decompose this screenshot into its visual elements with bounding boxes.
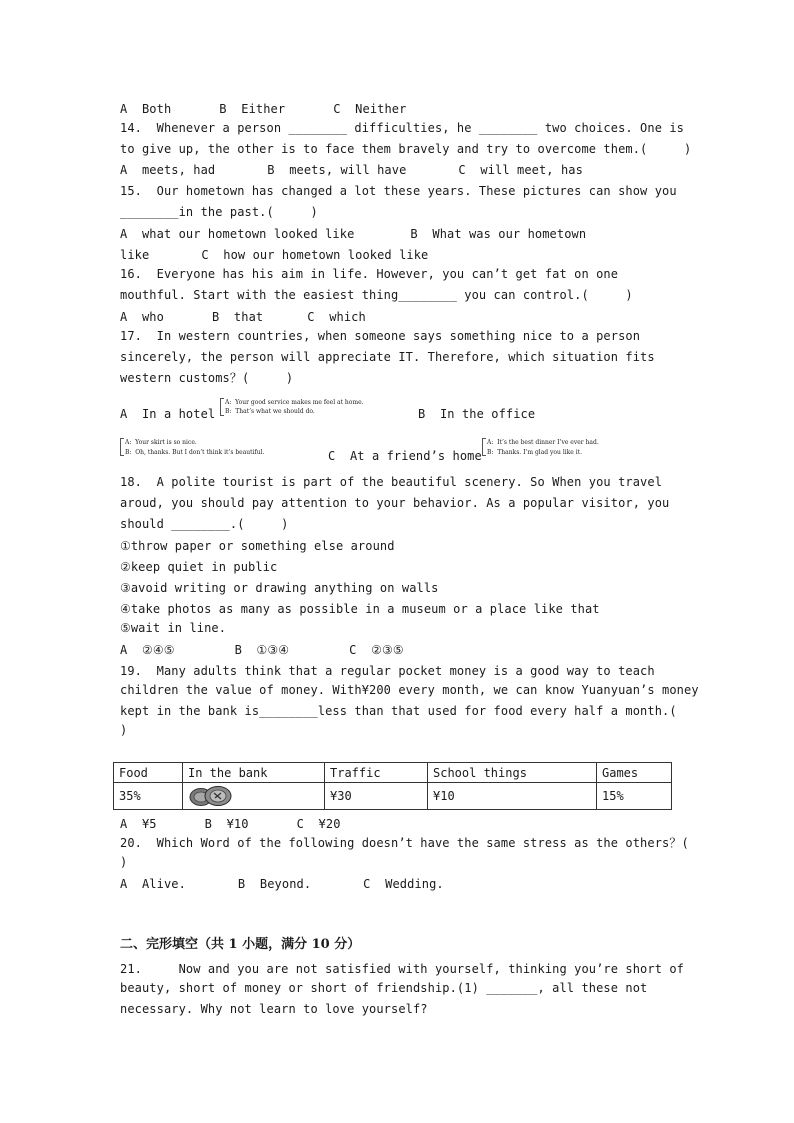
q17-option-b: B In the office — [418, 407, 536, 421]
table-cell: ¥10 — [428, 783, 597, 810]
q16-option-c: C which — [307, 310, 366, 324]
q14-line-2: to give up, the other is to face them bravely and try to overcome them.( ) — [120, 142, 692, 156]
q18-item-5: ⑤wait in line. — [120, 621, 227, 635]
q13-option-a: A Both — [120, 102, 172, 116]
q15-option-b: B What was our hometown — [410, 227, 587, 241]
q14-options — [120, 162, 583, 178]
q18-option-b: B ①③④ — [234, 643, 290, 657]
q20-option-b: B Beyond. — [237, 877, 312, 891]
q13-options — [120, 101, 406, 117]
q18-option-c: C ②③⑤ — [349, 643, 404, 657]
q17-option-a-dialog-1: A: Your good service makes me feel at home. — [225, 399, 364, 406]
q19-option-b: B ¥10 — [204, 817, 249, 831]
q17-option-a: A In a hotel — [120, 407, 216, 421]
q21-line-3: necessary. Why not learn to love yourself? — [120, 1002, 428, 1016]
q18-option-a: A ②④⑤ — [120, 643, 175, 657]
q17-option-b-dialog-1: A: Your skirt is so nice. — [125, 439, 197, 446]
q13-option-b: B Either — [219, 102, 286, 116]
q16-option-b: B that — [211, 310, 264, 324]
q18-line-2: aroud, you should pay attention to your behavior. As a popular visitor, you — [120, 496, 670, 510]
coins-image-cell — [183, 783, 325, 810]
q17-line-3: western customs？( ) — [120, 371, 294, 385]
q19-money-table — [113, 762, 672, 810]
table-header-cell: Traffic — [325, 763, 428, 783]
q16-line-1: 16. Everyone has his aim in life. However, you can’t get fat on one — [120, 267, 619, 281]
q20-option-c: C Wedding. — [363, 877, 444, 891]
q20-option-a: A Alive. — [120, 877, 186, 891]
table-header-row — [114, 763, 672, 783]
q19-line-4: ) — [120, 723, 128, 737]
q17-option-c: C At a friend’s home — [328, 449, 482, 463]
q14-option-b: B meets, will have — [267, 163, 407, 177]
q15-options-line-2 — [120, 247, 428, 263]
table-header-cell: Games — [597, 763, 672, 783]
q20-options — [120, 876, 444, 892]
q17-option-c-bracket — [482, 438, 486, 456]
q14-line-1: 14. Whenever a person ________ difficulties, he ________ two choices. One is — [120, 121, 684, 135]
q14-option-c: C will meet, has — [458, 163, 583, 177]
q19-option-a: A ¥5 — [120, 817, 157, 831]
q16-options — [120, 309, 366, 325]
table-header-cell: In the bank — [183, 763, 325, 783]
table-header-cell: School things — [428, 763, 597, 783]
q17-option-a-dialog-2: B: That’s what we should do. — [225, 408, 315, 415]
q17-option-b-dialog-2: B: Oh, thanks. But I don’t think it’s beautiful. — [125, 449, 265, 456]
q15-option-c: C how our hometown looked like — [201, 248, 429, 262]
table-header-cell: Food — [114, 763, 183, 783]
q18-item-3: ③avoid writing or drawing anything on walls — [120, 581, 439, 595]
q16-line-2: mouthful. Start with the easiest thing________ you can control.( ) — [120, 288, 633, 302]
q18-line-3: should ________.( ) — [120, 517, 289, 531]
q17-option-c-dialog-1: A: It’s the best dinner I’ve ever had. — [487, 439, 599, 446]
table-cell: 15% — [597, 783, 672, 810]
q20-line-1: 20. Which Word of the following doesn’t have the same stress as the others？( — [120, 836, 689, 850]
q19-line-1: 19. Many adults think that a regular pocket money is a good way to teach — [120, 664, 655, 678]
table-cell: 35% — [114, 783, 183, 810]
q15-line-2: ________in the past.( ) — [120, 205, 318, 219]
q18-item-1: ①throw paper or something else around — [120, 539, 395, 553]
q16-option-a: A who — [120, 310, 164, 324]
q19-line-3: kept in the bank is________less than that used for food every half a month.( — [120, 704, 677, 718]
q15-options-line-1 — [120, 226, 586, 242]
q17-option-a-bracket — [220, 398, 224, 416]
q20-line-2: ) — [120, 855, 128, 869]
q18-line-1: 18. A polite tourist is part of the beautiful scenery. So When you travel — [120, 475, 663, 489]
q17-line-1: 17. In western countries, when someone says something nice to a person — [120, 329, 641, 343]
q18-options — [120, 642, 404, 658]
section-2-title: 二、完形填空（共 1 小题，满分 10 分） — [120, 937, 361, 952]
q13-option-c: C Neither — [333, 102, 407, 116]
q19-option-c: C ¥20 — [296, 817, 341, 831]
q18-item-2: ②keep quiet in public — [120, 560, 278, 574]
q21-line-1: 21. Now and you are not satisfied with yourself, thinking you’re short of — [120, 962, 684, 976]
table-row — [114, 783, 672, 810]
q15-option-b-cont: like — [120, 248, 150, 262]
q15-line-1: 15. Our hometown has changed a lot these years. These pictures can show you — [120, 184, 677, 198]
coins-icon — [188, 785, 234, 807]
q15-option-a: A what our hometown looked like — [120, 227, 355, 241]
q19-line-2: children the value of money. With¥200 every month, we can know Yuanyuan’s money — [120, 683, 699, 697]
table-cell: ¥30 — [325, 783, 428, 810]
q18-item-4: ④take photos as many as possible in a museum or a place like that — [120, 602, 600, 616]
q17-option-c-dialog-2: B: Thanks. I’m glad you like it. — [487, 449, 582, 456]
q19-options — [120, 816, 341, 832]
q21-line-2: beauty, short of money or short of friendship.(1) _______, all these not — [120, 981, 648, 995]
q17-option-b-bracket — [120, 438, 124, 456]
q17-line-2: sincerely, the person will appreciate IT. Therefore, which situation fits — [120, 350, 655, 364]
q14-option-a: A meets, had — [120, 163, 216, 177]
